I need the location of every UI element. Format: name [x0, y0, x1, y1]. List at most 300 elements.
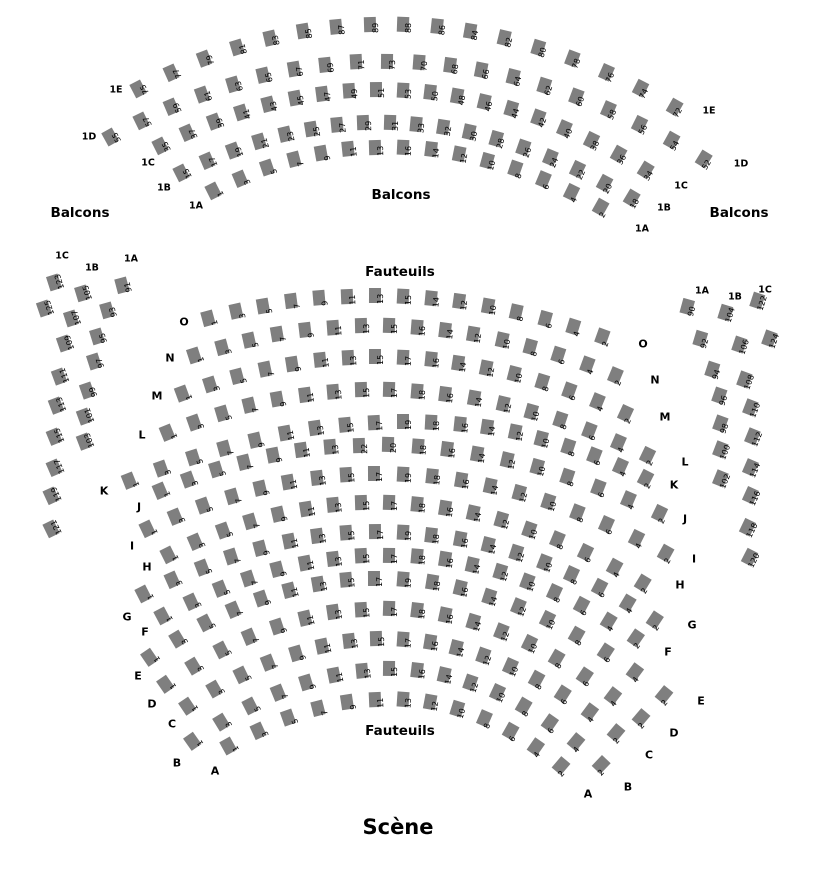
seat-H-7[interactable] [237, 505, 269, 537]
seat-1A-11[interactable] [337, 135, 366, 164]
boxes_right-header-1C: 1C [758, 284, 772, 296]
seat-1B-29[interactable] [353, 110, 380, 137]
seat-I-2[interactable] [650, 537, 685, 572]
seat-1A-100[interactable] [706, 434, 740, 468]
seat-1C-50[interactable] [419, 79, 448, 108]
seat-M-11[interactable] [309, 346, 338, 375]
seat-M-16[interactable] [419, 346, 447, 374]
orchestra-row-label-K-right: K [669, 478, 679, 492]
seat-1E-81[interactable] [223, 31, 255, 63]
seat-1E-87[interactable] [325, 13, 353, 41]
seat-H-13[interactable] [322, 491, 350, 519]
seat-N-4[interactable] [573, 349, 606, 382]
seat-M-3[interactable] [196, 367, 229, 400]
seat-number: 10 [525, 579, 538, 593]
seat-M-6[interactable] [556, 375, 589, 408]
seat-E-11[interactable] [277, 574, 309, 606]
seat-1E-89[interactable] [359, 11, 386, 38]
seat-K-14[interactable] [475, 414, 505, 444]
seat-1E-72[interactable] [659, 91, 695, 127]
seat-1C-125[interactable] [31, 292, 64, 325]
seat-J-14[interactable] [465, 439, 495, 469]
seat-I-10[interactable] [534, 487, 567, 520]
seat-1A-16[interactable] [392, 134, 419, 161]
seat-L-18[interactable] [406, 378, 434, 406]
balcony-row-label-1C-left: 1C [141, 157, 155, 169]
seat-1D-69[interactable] [314, 50, 343, 79]
seat-N-5[interactable] [237, 324, 268, 355]
seat-M-1[interactable] [168, 376, 201, 409]
seat-H-11[interactable] [294, 494, 324, 524]
seat-number: 3 [223, 719, 235, 729]
seat-O-9[interactable] [308, 284, 336, 312]
seat-O-13[interactable] [365, 283, 391, 309]
seat-number: 1 [209, 318, 220, 327]
seat-number: 74 [637, 87, 651, 101]
seat-number: 10 [512, 372, 525, 385]
seat-K-16[interactable] [448, 411, 477, 440]
seat-K-18[interactable] [421, 409, 448, 436]
seat-1A-102[interactable] [706, 463, 740, 497]
seat-I-11[interactable] [276, 467, 306, 497]
seat-I-13[interactable] [306, 463, 335, 492]
seat-number: 123 [52, 272, 67, 291]
seat-1E-84[interactable] [458, 17, 488, 47]
seat-1D-52[interactable] [688, 143, 724, 179]
seat-1B-113[interactable] [42, 388, 76, 422]
seat-1E-79[interactable] [190, 42, 224, 76]
seat-O-14[interactable] [420, 285, 448, 313]
seat-H-18[interactable] [406, 491, 434, 519]
seat-J-12[interactable] [494, 445, 525, 476]
seat-number: 76 [603, 71, 616, 85]
seat-number: 63 [232, 79, 245, 92]
seat-number: 18 [431, 533, 442, 545]
seat-O-2[interactable] [588, 321, 621, 354]
seat-N-12[interactable] [461, 320, 491, 350]
seat-1C-45[interactable] [283, 83, 313, 113]
seat-C-15[interactable] [366, 626, 393, 653]
seat-O-7[interactable] [280, 287, 309, 316]
seat-D-16[interactable] [432, 601, 463, 632]
seat-E-15[interactable] [335, 566, 363, 594]
seat-1D-63[interactable] [219, 68, 251, 100]
seat-I-7[interactable] [219, 479, 251, 511]
seat-number: 4 [623, 606, 635, 616]
seat-1E-76[interactable] [592, 57, 626, 91]
seat-B-11[interactable] [322, 659, 353, 690]
seat-B-2[interactable] [585, 749, 622, 786]
seat-number: 5 [194, 457, 205, 466]
seat-1B-106[interactable] [726, 330, 759, 363]
seat-number: 27 [337, 122, 348, 134]
seat-1B-111[interactable] [45, 359, 78, 392]
seat-C-1[interactable] [172, 687, 208, 723]
seat-E-2[interactable] [648, 679, 685, 716]
seat-number: 35 [160, 139, 173, 154]
seat-number: 48 [456, 94, 468, 107]
seat-1C-48[interactable] [445, 82, 475, 112]
seat-O-8[interactable] [504, 297, 535, 328]
seat-number: 40 [562, 127, 575, 141]
seat-N-1[interactable] [181, 339, 214, 372]
seat-1A-14[interactable] [419, 136, 448, 165]
seat-N-15[interactable] [379, 313, 406, 340]
seat-number: 2 [662, 556, 673, 566]
seat-1C-124[interactable] [755, 323, 788, 356]
seat-number: 3 [196, 422, 207, 430]
seat-J-2[interactable] [645, 498, 680, 533]
seat-1D-67[interactable] [282, 54, 312, 84]
seat-J-22[interactable] [349, 432, 376, 459]
seat-number: 6 [581, 678, 592, 689]
seat-J-8[interactable] [554, 461, 587, 494]
seat-number: 13 [317, 474, 328, 487]
seat-M-9[interactable] [281, 349, 311, 379]
seat-1D-54[interactable] [656, 125, 691, 160]
seat-1B-120[interactable] [734, 541, 769, 576]
seat-L-5[interactable] [209, 397, 241, 429]
seat-I-14[interactable] [477, 471, 508, 502]
seat-I-3[interactable] [161, 499, 195, 533]
seat-number: 70 [419, 60, 429, 72]
seat-number: 16 [445, 392, 456, 404]
seat-1D-64[interactable] [500, 63, 532, 95]
seat-D-15[interactable] [350, 596, 377, 623]
seat-number: 16 [459, 537, 470, 550]
seat-M-12[interactable] [474, 353, 505, 384]
seat-1B-114[interactable] [736, 452, 770, 486]
seat-A-7[interactable] [305, 693, 337, 725]
seat-1E-85[interactable] [291, 16, 321, 46]
seat-C-13[interactable] [338, 627, 367, 656]
balcons-title-right: Balcons [709, 205, 769, 221]
seat-H-14[interactable] [460, 499, 491, 530]
seat-L-14[interactable] [462, 384, 492, 414]
seat-M-4[interactable] [583, 386, 617, 420]
seat-1B-119[interactable] [37, 478, 71, 512]
seat-A-11[interactable] [365, 686, 392, 713]
seat-L-17[interactable] [379, 377, 406, 404]
seat-E-19[interactable] [392, 566, 420, 594]
seat-N-10[interactable] [489, 325, 520, 356]
seat-M-5[interactable] [224, 360, 256, 392]
seat-1A-5[interactable] [253, 151, 286, 184]
seat-1B-31[interactable] [379, 110, 406, 137]
seat-J-16[interactable] [436, 435, 465, 464]
seat-1C-46[interactable] [471, 87, 502, 118]
seat-O-10[interactable] [476, 292, 506, 322]
seat-E-18[interactable] [420, 569, 450, 599]
seat-E-9[interactable] [248, 582, 281, 615]
seat-number: 19 [403, 577, 414, 589]
seat-number: 8 [569, 577, 580, 586]
seat-I-19[interactable] [392, 461, 419, 488]
seat-1A-90[interactable] [674, 292, 706, 324]
seat-D-7[interactable] [235, 619, 269, 653]
seat-N-14[interactable] [434, 316, 463, 345]
orchestra-row-label-G-right: G [687, 618, 697, 632]
seat-1C-51[interactable] [366, 77, 392, 103]
seat-M-10[interactable] [501, 359, 533, 391]
seat-number: 52 [700, 158, 714, 172]
seat-H-15[interactable] [351, 490, 378, 517]
seat-1E-80[interactable] [524, 32, 557, 65]
seat-D-17[interactable] [379, 596, 406, 623]
seat-I-16[interactable] [449, 466, 479, 496]
seat-number: 86 [436, 25, 447, 37]
seat-I-9[interactable] [247, 472, 278, 503]
seat-number: 11 [334, 671, 346, 684]
seat-J-13[interactable] [319, 433, 347, 461]
seat-O-12[interactable] [448, 288, 477, 317]
seat-1D-60[interactable] [562, 81, 595, 114]
seat-I-1[interactable] [133, 511, 168, 546]
seat-number: 13 [376, 145, 386, 156]
seat-O-6[interactable] [532, 304, 564, 336]
seat-I-17[interactable] [364, 461, 390, 487]
seat-J-18[interactable] [407, 433, 435, 461]
seat-1D-68[interactable] [438, 52, 467, 81]
seat-number: 4 [605, 624, 616, 634]
seat-C-7[interactable] [255, 645, 289, 679]
seat-N-2[interactable] [601, 360, 635, 394]
balcons-title-center: Balcons [371, 187, 431, 203]
seat-1E-83[interactable] [257, 22, 288, 53]
seat-number: 5 [225, 530, 236, 539]
seat-number: 15 [361, 553, 372, 565]
seat-O-3[interactable] [223, 296, 254, 327]
seat-O-5[interactable] [251, 291, 281, 321]
seat-M-17[interactable] [392, 344, 419, 371]
seat-B-9[interactable] [293, 666, 325, 698]
seat-number: 5 [217, 470, 229, 478]
seat-number: 13 [315, 425, 327, 437]
seat-K-19[interactable] [393, 409, 419, 435]
seat-1E-75[interactable] [123, 70, 158, 105]
seat-number: 31 [390, 121, 400, 132]
seat-O-15[interactable] [392, 283, 419, 310]
seat-H-17[interactable] [379, 490, 406, 517]
seat-I-6[interactable] [592, 509, 626, 543]
seat-J-11[interactable] [290, 436, 319, 465]
seat-M-8[interactable] [528, 367, 560, 399]
seat-1D-71[interactable] [346, 49, 373, 76]
seat-number: 15 [361, 606, 372, 618]
seat-I-18[interactable] [420, 463, 449, 492]
seat-number: 38 [588, 139, 602, 153]
seat-E-4[interactable] [619, 656, 655, 692]
seat-I-4[interactable] [621, 522, 656, 557]
seat-number: 120 [746, 551, 762, 570]
seat-number: 8 [515, 315, 526, 323]
seat-N-11[interactable] [322, 314, 350, 342]
seat-O-4[interactable] [560, 312, 593, 345]
seat-G-17[interactable] [364, 519, 390, 545]
seat-number: 53 [403, 88, 414, 100]
seat-L-9[interactable] [265, 384, 295, 414]
seat-number: 2 [659, 697, 670, 708]
seat-number: 8 [513, 172, 524, 181]
seat-number: 9 [293, 365, 304, 373]
seat-H-16[interactable] [433, 494, 463, 524]
seat-1E-74[interactable] [625, 73, 660, 108]
orchestra-row-label-L-left: L [138, 428, 146, 442]
seat-1E-88[interactable] [393, 12, 420, 39]
seat-M-14[interactable] [447, 349, 477, 379]
seat-L-11[interactable] [293, 380, 322, 409]
seat-1D-73[interactable] [377, 48, 403, 74]
orchestra-row-label-D-left: D [147, 697, 157, 711]
seat-1B-118[interactable] [733, 512, 768, 547]
seat-L-3[interactable] [181, 405, 214, 438]
seat-J-20[interactable] [378, 432, 405, 459]
seat-J-10[interactable] [524, 452, 556, 484]
seat-number: 77 [171, 67, 184, 81]
seat-number: 10 [546, 500, 559, 513]
seat-O-1[interactable] [195, 302, 227, 334]
seat-number: 6 [592, 459, 603, 468]
seat-L-13[interactable] [322, 378, 350, 406]
seat-L-16[interactable] [434, 380, 463, 409]
seat-1C-53[interactable] [392, 77, 419, 104]
seat-1A-92[interactable] [687, 324, 719, 356]
seat-L-15[interactable] [350, 377, 377, 404]
seat-A-13[interactable] [392, 686, 420, 714]
seat-number: 13 [334, 502, 345, 514]
seat-I-12[interactable] [506, 478, 538, 510]
seat-N-3[interactable] [209, 331, 241, 363]
seat-J-9[interactable] [260, 440, 290, 470]
seat-1D-56[interactable] [625, 108, 660, 143]
seat-B-16[interactable] [405, 657, 434, 686]
seat-1D-62[interactable] [531, 71, 564, 104]
seat-number: 1 [170, 553, 181, 563]
seat-number: 20 [601, 181, 615, 195]
seat-1C-34[interactable] [630, 154, 666, 190]
seat-1B-110[interactable] [736, 392, 770, 426]
seat-number: 17 [403, 637, 414, 649]
seat-1B-104[interactable] [712, 298, 745, 331]
seat-1D-61[interactable] [188, 77, 221, 110]
seat-B-15[interactable] [379, 656, 405, 682]
seat-F-17[interactable] [379, 542, 405, 568]
seat-1C-41[interactable] [228, 96, 261, 129]
seat-number: 5 [203, 566, 214, 575]
seat-M-7[interactable] [252, 354, 283, 385]
seat-N-16[interactable] [406, 314, 434, 342]
seat-number: 1 [195, 355, 207, 364]
seat-H-9[interactable] [266, 499, 297, 530]
seat-N-6[interactable] [545, 340, 578, 373]
balcony-row-label-1A-left: 1A [189, 200, 203, 212]
seat-B-13[interactable] [351, 656, 379, 684]
seat-N-7[interactable] [265, 319, 295, 349]
seat-C-11[interactable] [310, 630, 341, 661]
seat-number: 71 [357, 59, 367, 71]
orchestra-row-label-I-right: I [691, 552, 697, 566]
seat-1C-49[interactable] [338, 77, 366, 105]
seat-1D-55[interactable] [95, 118, 130, 153]
seat-N-9[interactable] [294, 316, 323, 345]
seat-number: 10 [500, 338, 512, 350]
seat-1D-59[interactable] [157, 89, 191, 123]
seat-number: 10 [527, 527, 540, 541]
seat-1B-121[interactable] [37, 511, 72, 546]
seat-1D-57[interactable] [126, 103, 161, 138]
seat-K-1[interactable] [115, 463, 149, 497]
seat-number: 103 [82, 431, 97, 450]
seat-1E-77[interactable] [157, 55, 191, 89]
seat-number: 95 [97, 331, 110, 345]
seat-D-5[interactable] [207, 632, 242, 667]
seat-1B-18[interactable] [616, 182, 652, 218]
seat-O-11[interactable] [336, 283, 363, 310]
seat-L-7[interactable] [237, 390, 268, 421]
seat-I-5[interactable] [190, 488, 223, 521]
seat-C-17[interactable] [392, 626, 420, 654]
boxes_right-header-1B: 1B [728, 291, 742, 303]
seat-1E-82[interactable] [491, 24, 522, 55]
seat-D-11[interactable] [292, 602, 323, 633]
seat-number: 20 [389, 443, 399, 454]
seat-number: 11 [289, 537, 300, 550]
seat-1A-7[interactable] [281, 144, 313, 176]
seat-1A-103[interactable] [70, 424, 104, 458]
seat-number: 7 [225, 448, 236, 457]
seat-number: 114 [748, 461, 763, 480]
seat-number: 2 [596, 767, 607, 778]
orchestra-row-label-L-right: L [681, 455, 689, 469]
seat-number: 2 [650, 623, 662, 633]
seat-1A-13[interactable] [365, 134, 392, 161]
seat-number: 1 [145, 592, 156, 602]
seat-number: 15 [346, 472, 357, 484]
seat-I-15[interactable] [335, 461, 363, 489]
seat-E-13[interactable] [306, 569, 336, 599]
seat-1C-43[interactable] [255, 89, 287, 121]
seat-M-15[interactable] [365, 344, 391, 370]
seat-B-1[interactable] [177, 722, 213, 758]
seat-E-17[interactable] [364, 566, 390, 592]
seat-1E-78[interactable] [558, 44, 591, 77]
seat-E-16[interactable] [448, 574, 479, 605]
seat-I-8[interactable] [563, 497, 597, 531]
seat-D-18[interactable] [405, 597, 434, 626]
seat-D-14[interactable] [460, 607, 492, 639]
seat-1B-116[interactable] [736, 480, 770, 514]
seat-1B-115[interactable] [40, 419, 74, 453]
seat-D-9[interactable] [264, 609, 297, 642]
seat-1D-65[interactable] [251, 60, 282, 91]
seat-1D-66[interactable] [469, 56, 499, 86]
seat-1C-47[interactable] [311, 79, 340, 108]
seat-1B-109[interactable] [50, 326, 83, 359]
seat-1A-9[interactable] [309, 138, 339, 168]
seat-1D-58[interactable] [593, 94, 627, 128]
seat-1A-12[interactable] [446, 140, 477, 171]
seat-A-9[interactable] [335, 688, 365, 718]
seat-M-13[interactable] [337, 344, 364, 371]
seat-1B-112[interactable] [738, 421, 772, 455]
seat-number: 11 [289, 478, 300, 491]
seat-D-13[interactable] [321, 598, 351, 628]
seat-number: 12 [506, 458, 518, 471]
seat-N-8[interactable] [517, 332, 549, 364]
seat-N-13[interactable] [351, 313, 378, 340]
seat-1E-86[interactable] [425, 13, 454, 42]
seat-1D-70[interactable] [408, 49, 436, 77]
